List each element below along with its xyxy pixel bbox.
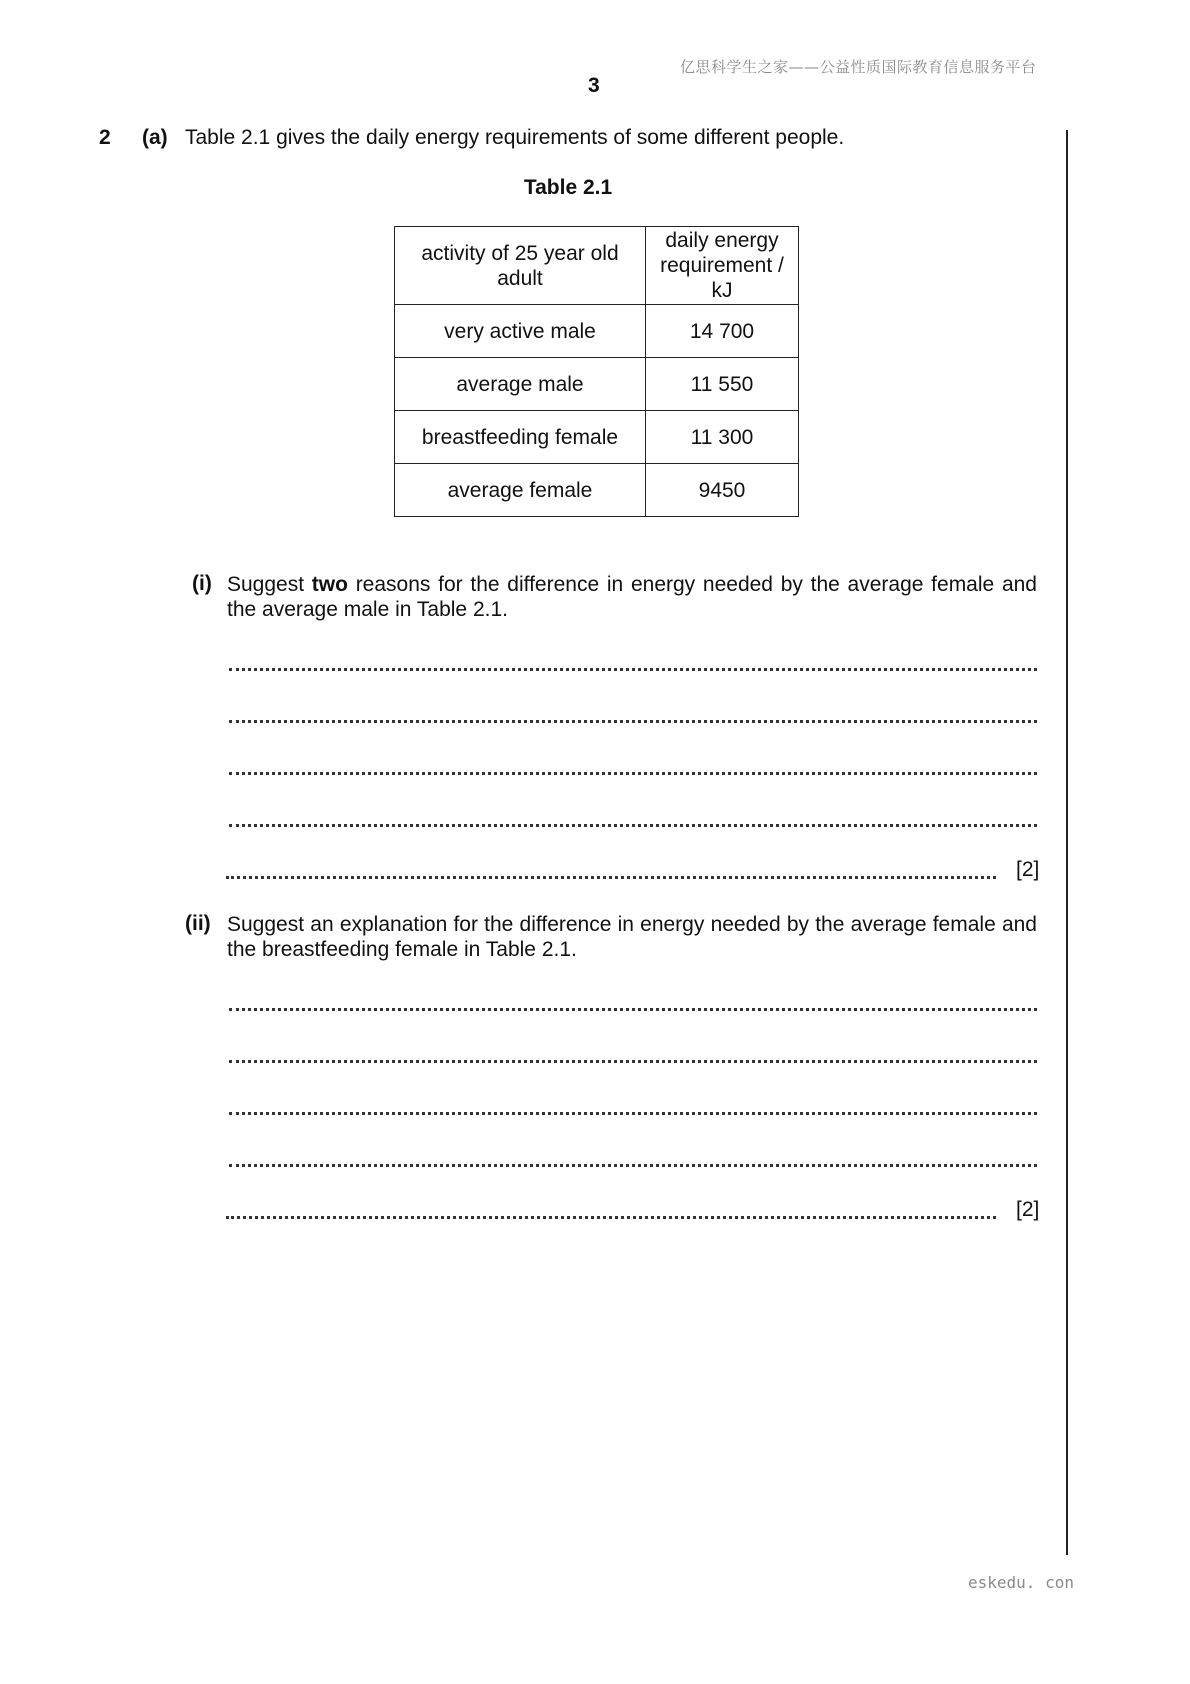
- table-cell-activity: very active male: [395, 305, 646, 358]
- header-watermark-text: 亿思科学生之家——公益性质国际教育信息服务平台: [680, 58, 1037, 76]
- table-cell-activity: average male: [395, 358, 646, 411]
- table-header-activity: activity of 25 year old adult: [395, 227, 646, 305]
- table-row: [395, 464, 799, 517]
- subquestion-i-marks: [2]: [1016, 858, 1040, 881]
- question-intro-text: Table 2.1 gives the daily energy requirements of some different people.: [185, 126, 845, 149]
- subquestion-i-text: [227, 572, 1037, 622]
- answer-line[interactable]: [229, 668, 1037, 671]
- subquestion-i-text-start: Suggest: [227, 573, 312, 596]
- table-cell-activity: breastfeeding female: [395, 411, 646, 464]
- answer-line[interactable]: [226, 876, 996, 879]
- answer-line[interactable]: [229, 1112, 1037, 1115]
- subquestion-i-label: (i): [192, 572, 212, 595]
- table-cell-energy: 11 550: [646, 358, 799, 411]
- table-row: [395, 411, 799, 464]
- answer-line[interactable]: [229, 1164, 1037, 1167]
- answer-line[interactable]: [229, 1008, 1037, 1011]
- energy-table: [394, 226, 799, 517]
- table-cell-energy: 11 300: [646, 411, 799, 464]
- table-row: [395, 358, 799, 411]
- answer-line[interactable]: [229, 824, 1037, 827]
- table-row: [395, 305, 799, 358]
- answer-line[interactable]: [226, 1216, 996, 1219]
- answer-line[interactable]: [229, 1060, 1037, 1063]
- question-part-label: (a): [142, 126, 168, 149]
- table-cell-energy: 9450: [646, 464, 799, 517]
- subquestion-ii-text: Suggest an explanation for the difference in energy needed by the average female and the breastfeeding female in Table 2.1.: [227, 913, 1037, 961]
- table-cell-activity: average female: [395, 464, 646, 517]
- subquestion-ii-marks: [2]: [1016, 1198, 1040, 1221]
- table-header-energy: daily energy requirement / kJ: [646, 227, 799, 305]
- subquestion-ii-label: (ii): [185, 912, 211, 935]
- right-margin-line: [1066, 130, 1068, 1555]
- subquestion-i-text-bold: two: [311, 573, 348, 596]
- table-title: Table 2.1: [523, 176, 613, 199]
- footer-site-text: eskedu. con: [968, 1573, 1074, 1592]
- question-number: 2: [99, 126, 111, 149]
- answer-line[interactable]: [229, 772, 1037, 775]
- page-number: 3: [588, 74, 600, 97]
- subquestion-i-text-end: reasons for the difference in energy needed by the average female and the average male in Table 2.1.: [227, 573, 1037, 621]
- answer-line[interactable]: [229, 720, 1037, 723]
- table-cell-energy: 14 700: [646, 305, 799, 358]
- table-header-row: [395, 227, 799, 305]
